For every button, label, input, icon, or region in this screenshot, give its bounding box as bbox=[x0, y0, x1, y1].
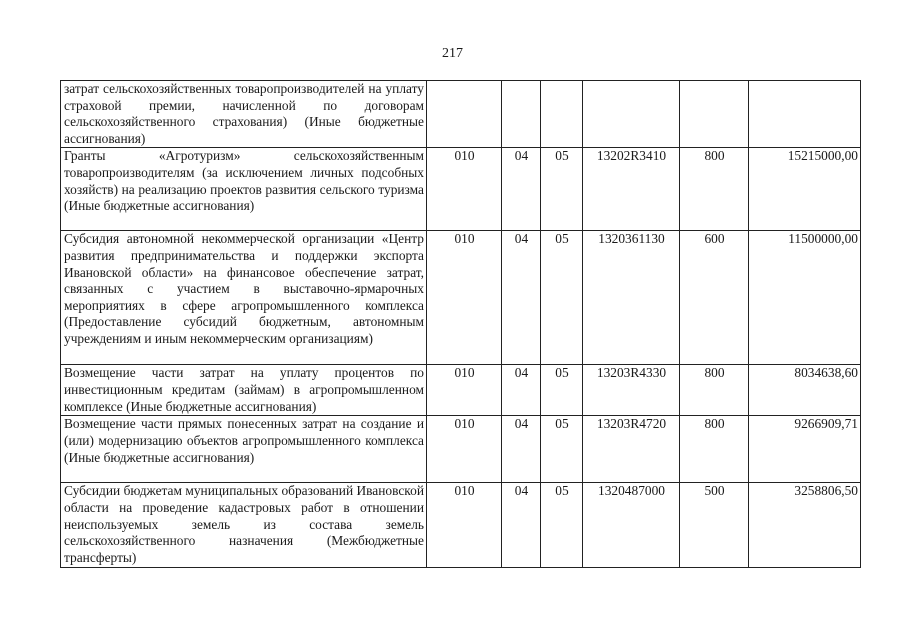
row-description: затрат сельскохозяйственных товаропроизводителей на уплату страховой премии, начисленной по договорам сельскохозяйственного страхования) (Иные бюджетные ассигнования) bbox=[61, 81, 427, 148]
row-target-article: 1320361130 bbox=[583, 231, 680, 365]
table-row bbox=[61, 365, 861, 416]
row-subsection-code: 05 bbox=[541, 365, 583, 416]
table-row bbox=[61, 148, 861, 231]
row-ministry-code: 010 bbox=[427, 416, 502, 483]
table-row bbox=[61, 231, 861, 365]
row-target-article bbox=[583, 81, 680, 148]
row-target-article: 1320487000 bbox=[583, 483, 680, 568]
row-ministry-code: 010 bbox=[427, 231, 502, 365]
budget-table bbox=[60, 80, 861, 568]
row-target-article: 13203R4330 bbox=[583, 365, 680, 416]
row-amount: 15215000,00 bbox=[749, 148, 861, 231]
row-amount: 11500000,00 bbox=[749, 231, 861, 365]
row-target-article: 13203R4720 bbox=[583, 416, 680, 483]
row-description: Гранты «Агротуризм» сельскохозяйственным товаропроизводителям (за исключением личных подсобных хозяйств) на реализацию проектов развития сельского туризма (Иные бюджетные ассигнования) bbox=[61, 148, 427, 231]
row-section-code: 04 bbox=[502, 416, 541, 483]
row-expense-type: 500 bbox=[680, 483, 749, 568]
row-expense-type: 800 bbox=[680, 365, 749, 416]
row-description: Возмещение части прямых понесенных затрат на создание и (или) модернизацию объектов агропромышленного комплекса (Иные бюджетные ассигнования) bbox=[61, 416, 427, 483]
row-section-code bbox=[502, 81, 541, 148]
row-subsection-code: 05 bbox=[541, 483, 583, 568]
row-ministry-code: 010 bbox=[427, 148, 502, 231]
row-description: Субсидия автономной некоммерческой организации «Центр развития предпринимательства и поддержки экспорта Ивановской области» на финансовое обеспечение затрат, связанных с участием в выставочно-ярмарочных мероприятиях в сфере агропромышленного комплекса (Предоставление субсидий бюджетным, автономным учреждениям и иным некоммерческим организациям) bbox=[61, 231, 427, 365]
row-expense-type: 600 bbox=[680, 231, 749, 365]
page-number: 217 bbox=[442, 46, 463, 61]
table-row bbox=[61, 483, 861, 568]
row-description: Возмещение части затрат на уплату процентов по инвестиционным кредитам (займам) в агропромышленном комплексе (Иные бюджетные ассигнования) bbox=[61, 365, 427, 416]
row-target-article: 13202R3410 bbox=[583, 148, 680, 231]
row-amount: 9266909,71 bbox=[749, 416, 861, 483]
row-description: Субсидии бюджетам муниципальных образований Ивановской области на проведение кадастровых работ в отношении неиспользуемых земель из состава земель сельскохозяйственного назначения (Межбюджетные трансферты) bbox=[61, 483, 427, 568]
row-section-code: 04 bbox=[502, 365, 541, 416]
row-ministry-code: 010 bbox=[427, 365, 502, 416]
row-expense-type: 800 bbox=[680, 148, 749, 231]
row-expense-type: 800 bbox=[680, 416, 749, 483]
row-section-code: 04 bbox=[502, 231, 541, 365]
row-amount: 8034638,60 bbox=[749, 365, 861, 416]
table-row bbox=[61, 81, 861, 148]
row-subsection-code: 05 bbox=[541, 416, 583, 483]
row-ministry-code bbox=[427, 81, 502, 148]
row-section-code: 04 bbox=[502, 148, 541, 231]
row-section-code: 04 bbox=[502, 483, 541, 568]
table-row bbox=[61, 416, 861, 483]
row-subsection-code: 05 bbox=[541, 231, 583, 365]
row-subsection-code: 05 bbox=[541, 148, 583, 231]
row-amount bbox=[749, 81, 861, 148]
row-amount: 3258806,50 bbox=[749, 483, 861, 568]
row-expense-type bbox=[680, 81, 749, 148]
row-subsection-code bbox=[541, 81, 583, 148]
row-ministry-code: 010 bbox=[427, 483, 502, 568]
